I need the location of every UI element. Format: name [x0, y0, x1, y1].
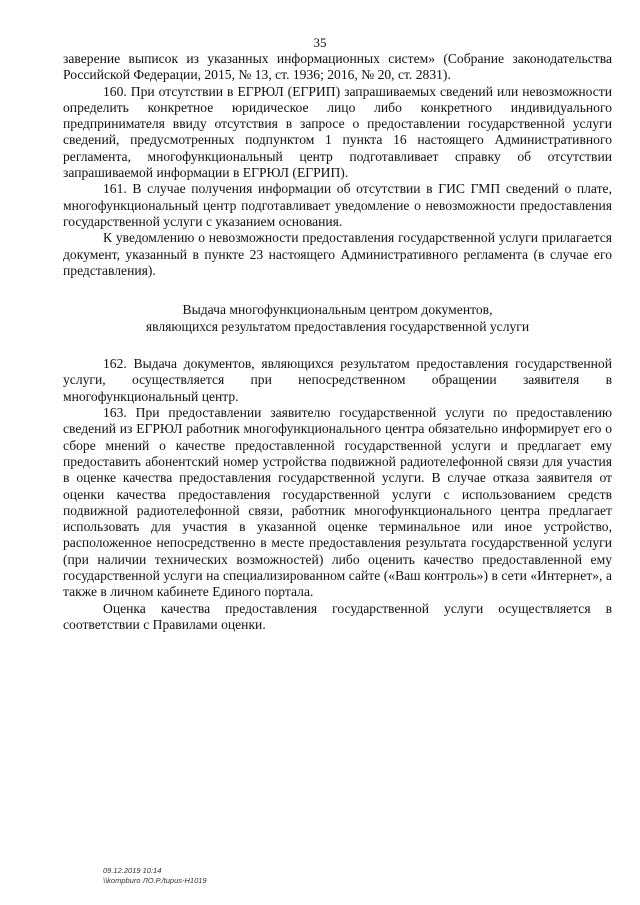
paragraph-162: 162. Выдача документов, являющихся результатом предоставления государственной услуги, осуществляется при непосредственном обращении заявителя в многофункциональный центр. — [63, 356, 612, 404]
section-heading-line-2: являющихся результатом предоставления государственной услуги — [145, 319, 530, 335]
document-footer — [103, 866, 207, 886]
paragraph-161-notice: К уведомлению о невозможности предоставления государственной услуги прилагается документ, указанный в пункте 23 настоящего Административного регламента (в случае его представления). — [63, 230, 612, 278]
section-heading — [63, 301, 612, 335]
paragraph-161: 161. В случае получения информации об отсутствии в ГИС ГМП сведений о плате, многофункциональный центр подготавливает уведомление о невозможности предоставления государственной услуги с указанием основания. — [63, 181, 612, 229]
paragraph-assessment: Оценка качества предоставления государственной услуги осуществляется в соответствии с Правилами оценки. — [63, 600, 612, 632]
footer-path: \\kompburo ЛО.Р./tupus-Н1019 — [103, 876, 207, 885]
section-heading-line-1: Выдача многофункциональным центром документов, — [182, 302, 493, 318]
document-body — [63, 51, 612, 633]
paragraph-163: 163. При предоставлении заявителю государственной услуги по предоставлению сведений из ЕГРЮЛ работник многофункционального центра обязательно информирует его о сборе мнений о качестве предоставленной государственной услуги и предлагает ему предоставить абонентский номер устройства подвижной радиотелефонной связи для участия в оценке качества предоставления государственной услуги. В случае отказа заявителя от оценки качества предоставления государственной услуги с использованием средств подвижной радиотелефонной связи, работник многофункционального центра предлагает использовать для участия в указанной оценке терминальное или иное устройство, расположенное непосредственно в месте предоставления результата государственной услуги (при наличии технических возможностей) либо оценить качество предоставленной ему государственной услуги на специализированном сайте («Ваш контроль») в сети «Интернет», а также в личном кабинете Единого портала. — [63, 405, 612, 600]
paragraph-continuation: заверение выписок из указанных информационных систем» (Собрание законодательства Российской Федерации, 2015, № 13, ст. 1936; 2016, № 20, ст. 2831). — [63, 51, 612, 83]
paragraph-160: 160. При отсутствии в ЕГРЮЛ (ЕГРИП) запрашиваемых сведений или невозможности определить конкретное юридическое лицо либо конкретного индивидуального предпринимателя ввиду отсутствия в запросе о предоставлении государственной услуги сведений, предусмотренных подпунктом 1 пункта 16 настоящего Административного регламента, многофункциональный центр подготавливает справку об отсутствии запрашиваемой информации в ЕГРЮЛ (ЕГРИП). — [63, 83, 612, 181]
page-number: 35 — [313, 35, 327, 50]
footer-timestamp: 09.12.2019 10:14 — [103, 866, 162, 875]
